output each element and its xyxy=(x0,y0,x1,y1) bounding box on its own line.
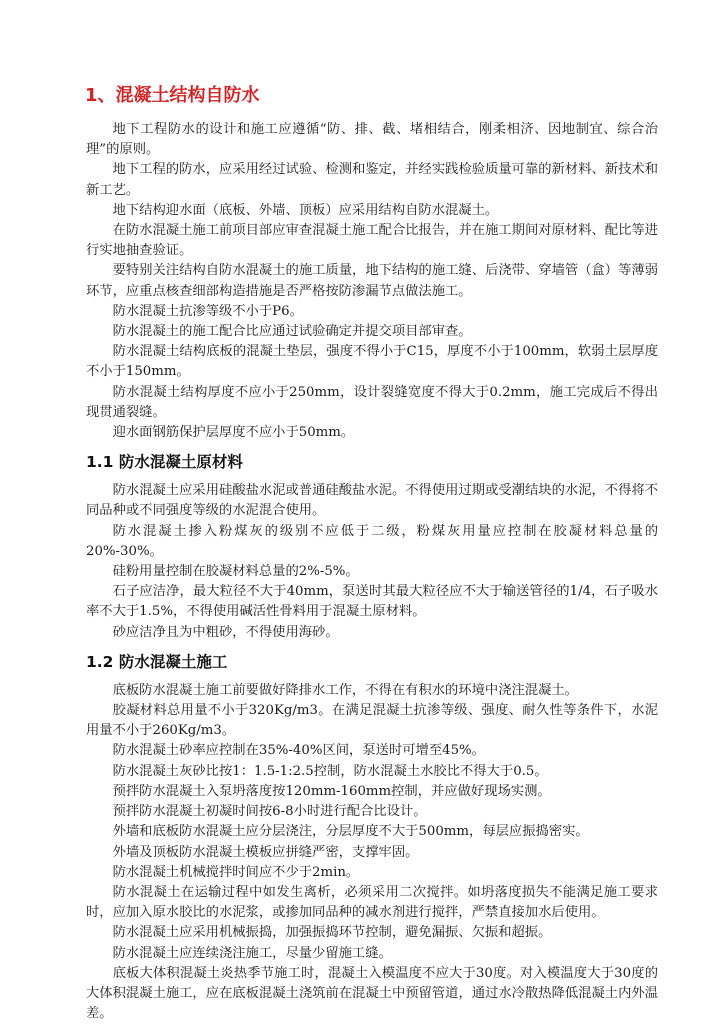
paragraph: 要特别关注结构自防水混凝土的施工质量，地下结构的施工缝、后浇带、穿墙管（盒）等薄弱环节，应重点核查细部构造措施是否严格按防渗漏节点做法施工。 xyxy=(86,263,658,299)
section-heading-construction: 1.2 防水混凝土施工 xyxy=(86,652,228,671)
paragraph: 防水混凝土应连续浇注施工，尽量少留施工缝。 xyxy=(112,945,392,961)
paragraph: 地下工程防水的设计和施工应遵循“防、排、截、堵相结合，刚柔相济、因地制宜、综合治理”的原则。 xyxy=(86,122,658,158)
paragraph: 地下工程的防水，应采用经过试验、检测和鉴定，并经实践检验质量可靠的新材料、新技术和新工艺。 xyxy=(86,162,658,198)
construction-section xyxy=(86,681,658,1024)
paragraph: 外墙和底板防水混凝土应分层浇注，分层厚度不大于500mm，每层应振捣密实。 xyxy=(112,824,589,840)
paragraph: 防水混凝土砂率应控制在35%-40%区间，泵送时可增至45%。 xyxy=(112,743,485,759)
paragraph: 防水混凝土的施工配合比应通过试验确定并提交项目部审查。 xyxy=(112,324,472,340)
paragraph: 外墙及顶板防水混凝土模板应拼缝严密，支撑牢固。 xyxy=(112,844,419,860)
paragraph: 硅粉用量控制在胶凝材料总量的2%-5%。 xyxy=(112,564,359,580)
paragraph: 防水混凝土在运输过程中如发生离析，必须采用二次搅拌。如坍落度损失不能满足施工要求时，应加入原水胶比的水泥浆，或掺加同品种的减水剂进行搅拌，严禁直接加水后使用。 xyxy=(86,884,658,921)
raw-materials-section xyxy=(86,481,658,643)
paragraph: 胶凝材料总用量不小于320Kg/m3。在满足混凝土抗渗等级、强度、耐久性等条件下，水泥用量不小于260Kg/m3。 xyxy=(86,703,658,739)
paragraph: 防水混凝土掺入粉煤灰的级别不应低于二级，粉煤灰用量应控制在胶凝材料总量的20%-30%。 xyxy=(86,523,658,559)
paragraph: 石子应洁净，最大粒径不大于40mm，泵送时其最大粒径应不大于输送管径的1/4，石子吸水率不大于1.5%，不得使用碱活性骨料用于混凝土原材料。 xyxy=(86,584,658,620)
paragraph: 防水混凝土应采用硅酸盐水泥或普通硅酸盐水泥。不得使用过期或受潮结块的水泥，不得将不同品种或不同强度等级的水泥混合使用。 xyxy=(86,483,658,519)
paragraph: 预拌防水混凝土初凝时间按6-8小时进行配合比设计。 xyxy=(112,804,427,820)
paragraph: 在防水混凝土施工前项目部应审查混凝土施工配合比报告，并在施工期间对原材料、配比等进行实地抽查验证。 xyxy=(86,223,658,259)
paragraph: 迎水面钢筋保护层厚度不应小于50mm。 xyxy=(112,425,355,441)
paragraph: 防水混凝土灰砂比按1：1.5-1:2.5控制，防水混凝土水胶比不得大于0.5。 xyxy=(112,763,548,779)
intro-section xyxy=(86,120,658,443)
paragraph: 地下结构迎水面（底板、外墙、顶板）应采用结构自防水混凝土。 xyxy=(112,202,499,218)
paragraph: 底板防水混凝土施工前要做好降排水工作，不得在有积水的环境中浇注混凝土。 xyxy=(112,682,578,698)
paragraph: 防水混凝土结构厚度不应小于250mm，设计裂缝宽度不得大于0.2mm，施工完成后不得出现贯通裂缝。 xyxy=(86,384,658,420)
paragraph: 砂应洁净且为中粗砂，不得使用海砂。 xyxy=(112,624,339,640)
paragraph: 防水混凝土结构底板的混凝土垫层，强度不得小于C15，厚度不小于100mm，软弱土层厚度不小于150mm。 xyxy=(86,344,658,380)
paragraph: 防水混凝土抗渗等级不小于P6。 xyxy=(112,303,303,319)
paragraph: 预拌防水混凝土入泵坍落度按120mm-160mm控制，并应做好现场实测。 xyxy=(112,783,551,799)
paragraph: 底板大体积混凝土炎热季节施工时，混凝土入模温度不应大于30度。对入模温度大于30度的大体积混凝土施工，应在底板混凝土浇筑前在混凝土中预留管道，通过水冷散热降低混凝土内外温差。 xyxy=(86,965,658,1022)
paragraph: 防水混凝土机械搅拌时间应不少于2min。 xyxy=(112,864,360,880)
page-title: 1、混凝土结构自防水 xyxy=(85,85,260,106)
paragraph: 防水混凝土应采用机械振捣，加强振捣环节控制，避免漏振、欠振和超振。 xyxy=(112,925,552,941)
section-heading-raw-materials: 1.1 防水混凝土原材料 xyxy=(86,453,243,472)
